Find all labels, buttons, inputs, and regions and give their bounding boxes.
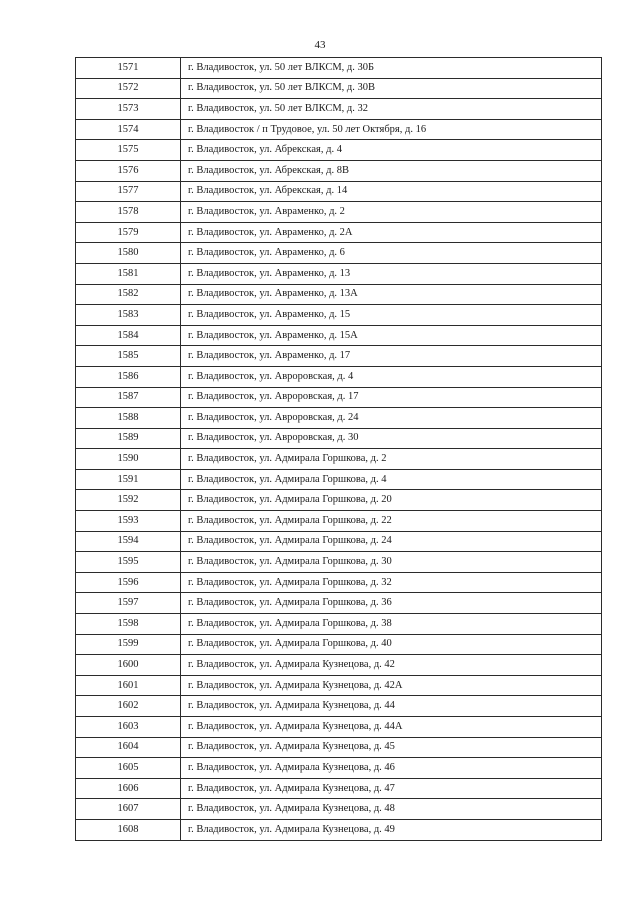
- row-number-cell: 1576: [76, 160, 181, 181]
- address-cell: г. Владивосток, ул. Адмирала Кузнецова, д. 44А: [181, 717, 602, 738]
- table-row: [76, 449, 602, 470]
- table-row: [76, 799, 602, 820]
- address-cell: г. Владивосток, ул. Авраменко, д. 2: [181, 202, 602, 223]
- address-cell: г. Владивосток, ул. Адмирала Кузнецова, д. 46: [181, 758, 602, 779]
- table-row: [76, 614, 602, 635]
- row-number-cell: 1586: [76, 366, 181, 387]
- table-row: [76, 78, 602, 99]
- row-number-cell: 1588: [76, 408, 181, 429]
- row-number-cell: 1585: [76, 346, 181, 367]
- address-cell: г. Владивосток, ул. Адмирала Кузнецова, д. 49: [181, 819, 602, 840]
- address-cell: г. Владивосток, ул. Авроровская, д. 17: [181, 387, 602, 408]
- table-row: [76, 511, 602, 532]
- row-number-cell: 1578: [76, 202, 181, 223]
- address-cell: г. Владивосток, ул. Адмирала Кузнецова, д. 42А: [181, 675, 602, 696]
- table-row: [76, 181, 602, 202]
- table-row: [76, 758, 602, 779]
- row-number-cell: 1608: [76, 819, 181, 840]
- row-number-cell: 1605: [76, 758, 181, 779]
- row-number-cell: 1604: [76, 737, 181, 758]
- address-cell: г. Владивосток, ул. Авроровская, д. 24: [181, 408, 602, 429]
- row-number-cell: 1579: [76, 222, 181, 243]
- row-number-cell: 1599: [76, 634, 181, 655]
- address-cell: г. Владивосток, ул. Адмирала Горшкова, д. 24: [181, 531, 602, 552]
- table-row: [76, 222, 602, 243]
- address-cell: г. Владивосток, ул. Авраменко, д. 17: [181, 346, 602, 367]
- row-number-cell: 1592: [76, 490, 181, 511]
- row-number-cell: 1584: [76, 325, 181, 346]
- address-cell: г. Владивосток, ул. Адмирала Горшкова, д. 22: [181, 511, 602, 532]
- row-number-cell: 1573: [76, 99, 181, 120]
- address-cell: г. Владивосток, ул. 50 лет ВЛКСМ, д. 30В: [181, 78, 602, 99]
- row-number-cell: 1603: [76, 717, 181, 738]
- address-cell: г. Владивосток, ул. Абрекская, д. 14: [181, 181, 602, 202]
- address-cell: г. Владивосток, ул. Адмирала Кузнецова, д. 44: [181, 696, 602, 717]
- row-number-cell: 1575: [76, 140, 181, 161]
- table-row: [76, 655, 602, 676]
- address-cell: г. Владивосток, ул. Адмирала Горшкова, д. 32: [181, 572, 602, 593]
- table-row: [76, 531, 602, 552]
- table-row: [76, 346, 602, 367]
- table-row: [76, 778, 602, 799]
- address-cell: г. Владивосток, ул. Адмирала Горшкова, д. 2: [181, 449, 602, 470]
- table-row: [76, 325, 602, 346]
- address-cell: г. Владивосток, ул. Авраменко, д. 13: [181, 263, 602, 284]
- row-number-cell: 1591: [76, 469, 181, 490]
- table-row: [76, 675, 602, 696]
- row-number-cell: 1595: [76, 552, 181, 573]
- row-number-cell: 1598: [76, 614, 181, 635]
- table-row: [76, 552, 602, 573]
- table-row: [76, 202, 602, 223]
- row-number-cell: 1571: [76, 58, 181, 79]
- row-number-cell: 1580: [76, 243, 181, 264]
- row-number-cell: 1581: [76, 263, 181, 284]
- table-row: [76, 119, 602, 140]
- address-cell: г. Владивосток, ул. Адмирала Горшкова, д. 36: [181, 593, 602, 614]
- table-row: [76, 593, 602, 614]
- table-row: [76, 243, 602, 264]
- row-number-cell: 1593: [76, 511, 181, 532]
- table-row: [76, 490, 602, 511]
- table-row: [76, 140, 602, 161]
- row-number-cell: 1594: [76, 531, 181, 552]
- address-cell: г. Владивосток, ул. Адмирала Горшкова, д. 4: [181, 469, 602, 490]
- address-cell: г. Владивосток, ул. Адмирала Горшкова, д. 30: [181, 552, 602, 573]
- address-cell: г. Владивосток, ул. Авраменко, д. 15: [181, 305, 602, 326]
- table-row: [76, 469, 602, 490]
- address-table-body: [76, 58, 602, 841]
- row-number-cell: 1597: [76, 593, 181, 614]
- table-row: [76, 408, 602, 429]
- address-cell: г. Владивосток, ул. Адмирала Кузнецова, д. 42: [181, 655, 602, 676]
- row-number-cell: 1600: [76, 655, 181, 676]
- row-number-cell: 1572: [76, 78, 181, 99]
- table-row: [76, 696, 602, 717]
- page-number: 43: [314, 39, 326, 51]
- table-row: [76, 387, 602, 408]
- address-cell: г. Владивосток, ул. Абрекская, д. 4: [181, 140, 602, 161]
- address-cell: г. Владивосток, ул. Авраменко, д. 15А: [181, 325, 602, 346]
- address-table: [75, 57, 602, 841]
- table-row: [76, 819, 602, 840]
- address-cell: г. Владивосток / п Трудовое, ул. 50 лет Октября, д. 16: [181, 119, 602, 140]
- address-cell: г. Владивосток, ул. Адмирала Кузнецова, д. 47: [181, 778, 602, 799]
- address-cell: г. Владивосток, ул. Адмирала Горшкова, д. 40: [181, 634, 602, 655]
- row-number-cell: 1582: [76, 284, 181, 305]
- address-cell: г. Владивосток, ул. Адмирала Кузнецова, д. 48: [181, 799, 602, 820]
- row-number-cell: 1574: [76, 119, 181, 140]
- row-number-cell: 1596: [76, 572, 181, 593]
- table-row: [76, 99, 602, 120]
- row-number-cell: 1590: [76, 449, 181, 470]
- row-number-cell: 1602: [76, 696, 181, 717]
- row-number-cell: 1583: [76, 305, 181, 326]
- table-row: [76, 305, 602, 326]
- address-cell: г. Владивосток, ул. Абрекская, д. 8В: [181, 160, 602, 181]
- address-cell: г. Владивосток, ул. 50 лет ВЛКСМ, д. 30Б: [181, 58, 602, 79]
- row-number-cell: 1577: [76, 181, 181, 202]
- row-number-cell: 1606: [76, 778, 181, 799]
- table-row: [76, 366, 602, 387]
- address-cell: г. Владивосток, ул. 50 лет ВЛКСМ, д. 32: [181, 99, 602, 120]
- table-row: [76, 572, 602, 593]
- row-number-cell: 1589: [76, 428, 181, 449]
- address-cell: г. Владивосток, ул. Адмирала Горшкова, д. 20: [181, 490, 602, 511]
- address-cell: г. Владивосток, ул. Авраменко, д. 2А: [181, 222, 602, 243]
- table-row: [76, 428, 602, 449]
- address-cell: г. Владивосток, ул. Адмирала Горшкова, д. 38: [181, 614, 602, 635]
- table-row: [76, 717, 602, 738]
- row-number-cell: 1587: [76, 387, 181, 408]
- row-number-cell: 1601: [76, 675, 181, 696]
- row-number-cell: 1607: [76, 799, 181, 820]
- table-row: [76, 58, 602, 79]
- address-cell: г. Владивосток, ул. Авраменко, д. 13А: [181, 284, 602, 305]
- table-row: [76, 737, 602, 758]
- table-row: [76, 263, 602, 284]
- table-row: [76, 160, 602, 181]
- address-cell: г. Владивосток, ул. Авроровская, д. 30: [181, 428, 602, 449]
- table-row: [76, 284, 602, 305]
- address-cell: г. Владивосток, ул. Авроровская, д. 4: [181, 366, 602, 387]
- address-cell: г. Владивосток, ул. Авраменко, д. 6: [181, 243, 602, 264]
- address-cell: г. Владивосток, ул. Адмирала Кузнецова, д. 45: [181, 737, 602, 758]
- table-row: [76, 634, 602, 655]
